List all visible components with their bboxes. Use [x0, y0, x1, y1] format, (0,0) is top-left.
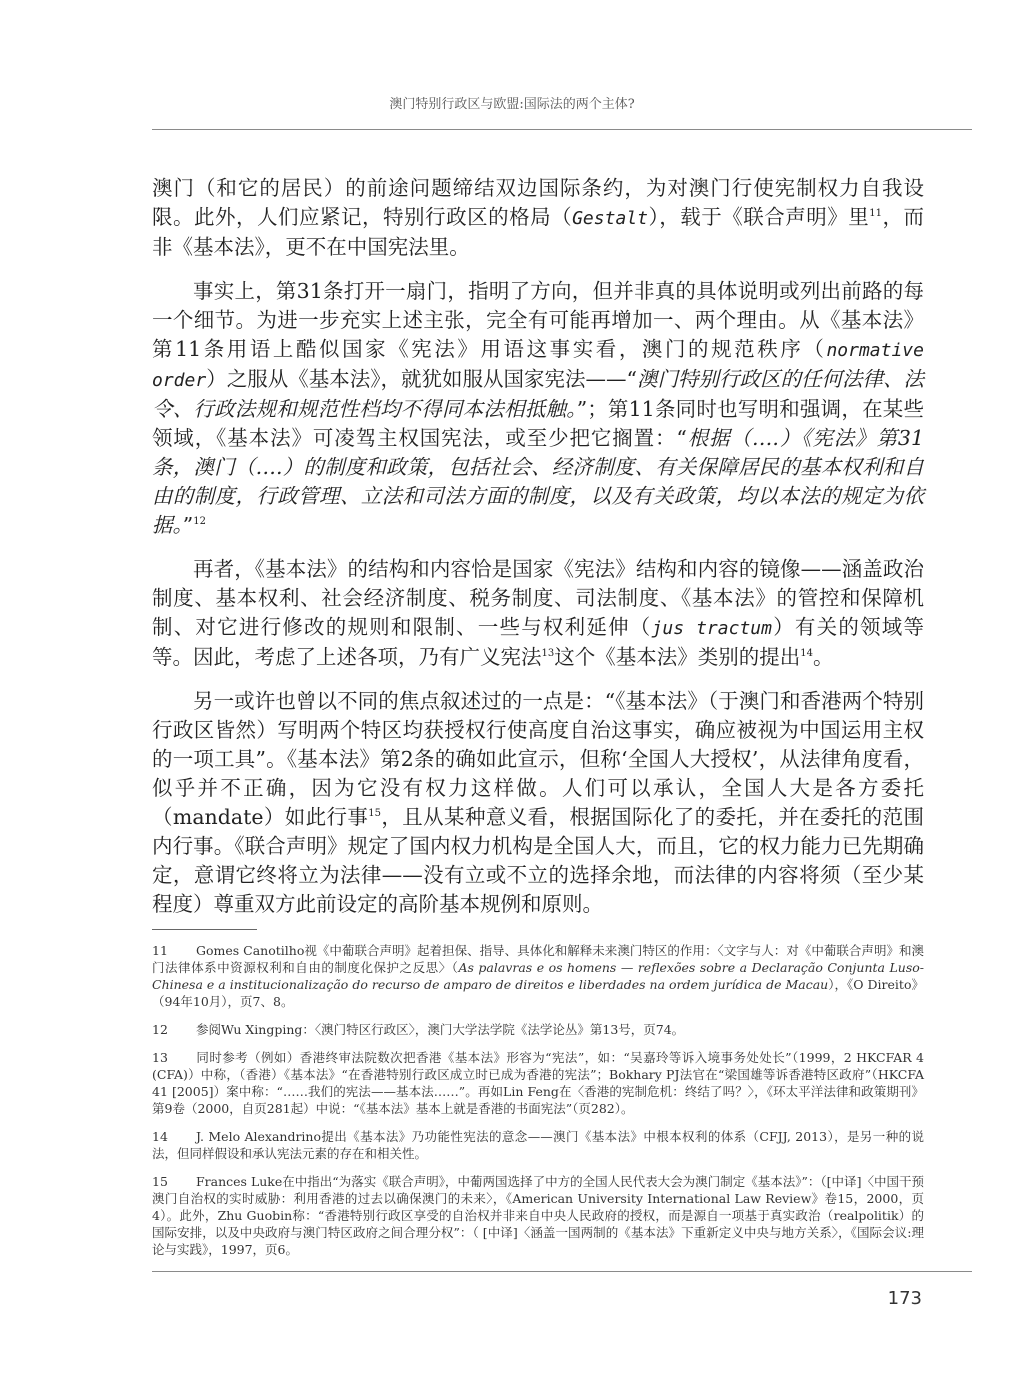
footnote-text: 同时参考（例如）香港终审法院数次把香港《基本法》形容为“宪法”，如：“吴嘉玲等诉入境事务处处长”（1999，2 HKCFAR 4 (CFA)）中称，（香港）《基本法》“在香港特别行政区成立时已成为香港的宪法”；Bokhary PJ法官在“梁国雄等诉香港特区政府”（HKCFA 41 [2005]）案中称：“……我们的宪法——基本法……”。再如Lin Feng在〈香港的宪制危机：终结了吗？〉，《环太平洋法律和政策期刊》第9卷（2000，自页281起）中说：“《基本法》基本上就是香港的书面宪法”（页282）。: [152, 1050, 924, 1116]
text-run: ”: [182, 513, 194, 537]
paragraph-2: [152, 277, 924, 540]
text-run: ）之服从《基本法》，就犹如服从国家宪法——“: [206, 367, 637, 391]
paragraph-4: [152, 687, 924, 919]
text-run: ，而非《基本法》，更不在中国宪法里。: [152, 205, 925, 259]
footnote-12: [152, 1021, 924, 1038]
footnote-13: [152, 1049, 924, 1117]
footnote-ref[interactable]: 13: [541, 648, 555, 660]
text-run: ），载于《联合声明》里: [647, 205, 870, 229]
footnote-ref[interactable]: 15: [368, 808, 382, 820]
footnote-text: Frances Luke在中指出“为落实《联合声明》，中葡两国选择了中方的全国人民代表大会为澳门制定《基本法》”：（[中译]〈中国干预澳门自治权的实时威胁：利用香港的过去以确保澳门的未来〉，《American University International Law Review》卷15，2000，页 4）。此外，Zhu Guobin称：“香港特别行政区享受的自治权并非来自中央人民政府的授权，而是源自一项基于真实政治（realpolitik）的国际安排，以及中央政府与澳门特区政府之间合理分权”：（ [中译]〈涵盖一国两制的《基本法》下重新定义中央与地方关系〉，《国际会议:理论与实践》，1997，页6。: [152, 1174, 924, 1257]
header-rule: [152, 129, 972, 130]
footnote-number: 12: [152, 1022, 168, 1037]
text-run: 再者，《基本法》的结构和内容恰是国家《宪法》结构和内容的镜像——涵盖政治制度、基本权利、社会经济制度、税务制度、司法制度、《基本法》的管控和保障机制、对它进行修改的规则和限制、一些与权利延伸（: [152, 557, 924, 639]
footnote-text: 参阅Wu Xingping：〈澳门特区行政区〉，澳门大学法学院《法学论丛》第13号，页74。: [196, 1022, 685, 1037]
footnote-ref[interactable]: 12: [193, 516, 206, 528]
footnote-ref[interactable]: 14: [800, 648, 813, 660]
footnote-italic-title: As palavras e os homens — reflexões sobre a Declaração Conjunta Luso-Chinesa e a institucionalização do recurso de amparo de direitos e liberdades na ordem jurídica de Macau: [152, 960, 924, 992]
footnote-11: [152, 942, 924, 1010]
footnote-text: Gomes Canotilho视《中葡联合声明》起着担保、指导、具体化和解释未来澳门特区的作用：〈文字与人：对《中葡联合声明》和澳门法律体系中资源权利和自由的制度化保护之反思〉（: [152, 943, 924, 975]
footnote-number: 15: [152, 1174, 168, 1189]
body-text: [152, 174, 924, 934]
footnote-text: J. Melo Alexandrino提出《基本法》乃功能性宪法的意念——澳门《基本法》中根本权利的体系（CFJJ, 2013），是另一种的说法，但同样假设和承认宪法元素的存在和相关性。: [152, 1129, 924, 1161]
footer-rule: [152, 1271, 972, 1272]
paragraph-3: [152, 555, 924, 672]
text-run: 。: [812, 645, 834, 669]
latin-term: Gestalt: [572, 208, 648, 229]
footnote-separator: [152, 929, 257, 930]
text-run: 事实上，第31条打开一扇门，指明了方向，但并非真的具体说明或列出前路的每一个细节。为进一步充实上述主张，完全有可能再增加一、两个理由。从《基本法》第11条用语上酷似国家《宪法》用语这事实看，澳门的规范秩序（: [152, 279, 924, 361]
text-run: 澳门（和它的居民）的前途问题缔结双边国际条约，为对澳门行使宪制权力自我设限。此外，人们应紧记，特别行政区的格局（: [152, 176, 924, 229]
footnote-number: 13: [152, 1050, 168, 1065]
footnote-ref[interactable]: 11: [869, 208, 882, 220]
quotation-italic: 根据（….）《宪法》第31条，澳门（….）的制度和政策，包括社会、经济制度、有关保障居民的基本权利和自由的制度，行政管理、立法和司法方面的制度，以及有关政策，均以本法的规定为依据。: [152, 426, 924, 537]
latin-term: normative order: [152, 340, 924, 391]
running-header: 澳门特别行政区与欧盟:国际法的两个主体?: [389, 97, 635, 112]
text-run: ”；第11条同时也写明和强调，在某些领域，《基本法》可凌驾主权国宪法，或至少把它搁置：“: [152, 397, 924, 450]
paragraph-1: [152, 174, 924, 262]
quotation-italic: 澳门特别行政区的任何法律、法令、行政法规和规范性档均不得同本法相抵触。: [152, 367, 925, 421]
text-run: 这个《基本法》类别的提出: [554, 645, 801, 669]
text-run: 另一或许也曾以不同的焦点叙述过的一点是：“《基本法》（于澳门和香港两个特别行政区皆然）写明两个特区均获授权行使高度自治这事实，确应被视为中国运用主权的一项工具”。《基本法》第2条的确如此宣示，但称‘全国人大授权’，从法律角度看，似乎并不正确，因为它没有权力这样做。人们可以承认，全国人大是各方委托（mandate）如此行事: [152, 689, 924, 829]
latin-term: jus tractum: [651, 618, 772, 639]
text-run: ）有关的领域等等。因此，考虑了上述各项，乃有广义宪法: [152, 615, 924, 669]
footnote-text: ），《O Direito》（94年10月），页7、8。: [152, 977, 924, 1009]
footnotes: [152, 942, 924, 1269]
footnote-number: 11: [152, 943, 168, 958]
footnote-number: 14: [152, 1129, 168, 1144]
footnote-14: [152, 1128, 924, 1162]
footnote-15: [152, 1173, 924, 1258]
text-run: ，且从某种意义看，根据国际化了的委托，并在委托的范围内行事。《联合声明》规定了国内权力机构是全国人大，而且，它的权力能力已先期确定，意谓它终将立为法律——没有立或不立的选择余地，而法律的内容将须（至少某程度）尊重双方此前设定的高阶基本规例和原则。: [152, 805, 925, 916]
page-number: 173: [887, 1288, 922, 1309]
